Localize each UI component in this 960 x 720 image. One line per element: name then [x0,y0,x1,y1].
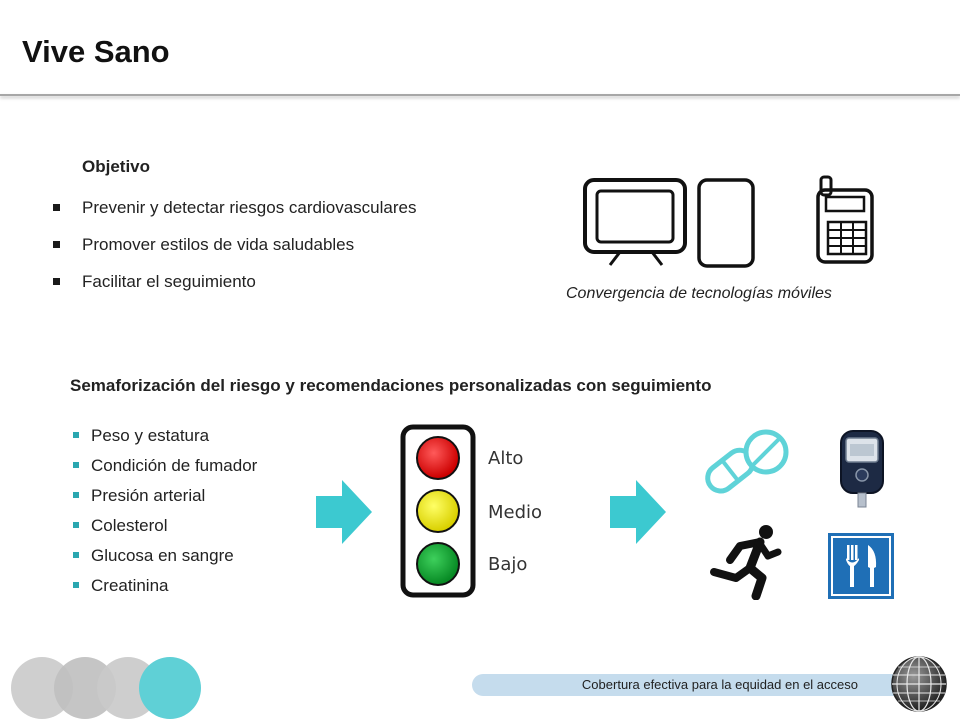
mobile-phone-icon [818,177,872,262]
square-bullet-icon [53,278,60,285]
risk-factor-text: Peso y estatura [91,426,210,445]
tablet-icon [699,180,753,266]
risk-factor-item [70,546,257,576]
square-bullet-icon [53,204,60,211]
square-bullet-icon [73,582,79,588]
decorative-circles [8,656,204,720]
risk-factor-text: Glucosa en sangre [91,546,234,565]
objective-heading: Objetivo [82,157,151,176]
footer-bar [472,674,904,696]
square-bullet-icon [73,552,79,558]
objective-item [53,198,416,235]
glucometer-icon [838,428,886,510]
risk-factor-text: Colesterol [91,516,168,535]
square-bullet-icon [73,432,79,438]
risk-factor-item [70,576,257,606]
page-title: Vive Sano [22,34,170,69]
traffic-light [400,424,476,598]
arrow-right-icon [610,480,666,544]
title-divider [0,94,960,96]
pills-icon [700,428,796,504]
objective-item-text: Facilitar el seguimiento [82,272,256,291]
risk-factor-item [70,456,257,486]
square-bullet-icon [73,492,79,498]
objective-item [53,235,416,272]
risk-factor-item [70,426,257,456]
objective-list [53,198,416,309]
objective-item [53,272,416,309]
arrow-right-icon [316,480,372,544]
objective-item-text: Prevenir y detectar riesgos cardiovasculares [82,198,417,217]
risk-factor-text: Condición de fumador [91,456,258,475]
running-person-icon [706,522,782,600]
risk-level-medium: Medio [488,502,543,523]
risk-section-heading: Semaforización del riesgo y recomendaciones personalizadas con seguimiento [70,376,712,395]
red-light [417,437,459,479]
desktop-computer-icon [585,180,685,265]
risk-level-high: Alto [488,448,524,469]
risk-factor-list [70,426,257,606]
devices-caption: Convergencia de tecnologías móviles [566,285,832,302]
devices-illustration [580,172,880,272]
risk-factor-text: Presión arterial [91,486,206,505]
square-bullet-icon [53,241,60,248]
risk-factor-item [70,516,257,546]
risk-factor-item [70,486,257,516]
fork-knife-icon [828,533,894,599]
yellow-light [417,490,459,532]
risk-level-low: Bajo [488,554,528,575]
objective-item-text: Promover estilos de vida saludables [82,235,355,254]
green-light [417,543,459,585]
footer-text: Cobertura efectiva para la equidad en el acceso [581,677,858,692]
globe-logo-icon [890,655,948,713]
square-bullet-icon [73,462,79,468]
risk-factor-text: Creatinina [91,576,169,595]
square-bullet-icon [73,522,79,528]
